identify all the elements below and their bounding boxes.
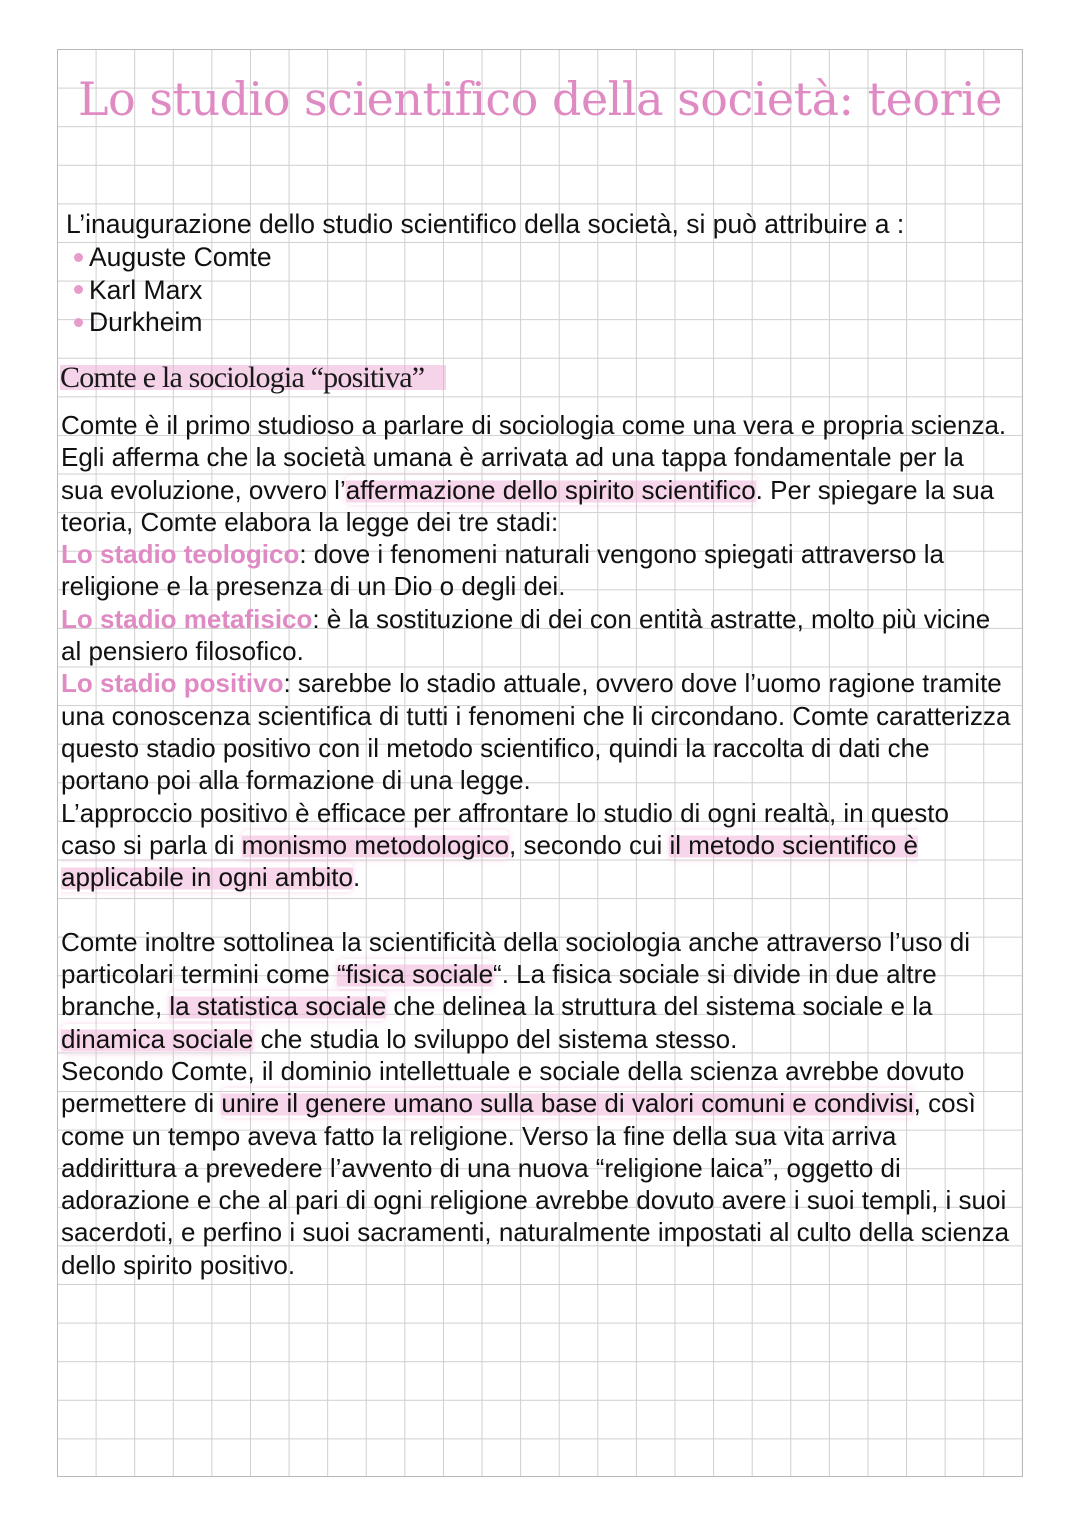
text-run: che studia lo sviluppo del sistema stesso. (253, 1023, 738, 1054)
text-run: . Per spiegare la sua teoria, Comte elabora la legge dei tre stadi: (61, 474, 995, 537)
text-run: L’approccio positivo è efficace per affrontare lo studio di ogni realtà, in questo caso si parla di (61, 797, 949, 860)
text-run: Comte è il primo studioso a parlare di sociologia come una vera e propria scienza. Egli afferma che la società umana è arrivata ad una tappa fondamentale per la sua evoluzione, ovvero l’ (61, 410, 1007, 505)
paragraph-social-physics (61, 926, 1011, 1055)
highlight: “fisica sociale (336, 959, 494, 990)
list-item (70, 274, 272, 307)
text-run: Comte inoltre sottolinea la scientificità della sociologia anche attraverso l’uso di particolari termini come (61, 926, 971, 990)
stage-name: Lo stadio metafisico (61, 603, 313, 634)
author-name: Karl Marx (89, 274, 203, 305)
paragraph-intro (61, 409, 1011, 538)
text-run: che delinea la struttura del sistema sociale e la (386, 991, 933, 1022)
intro-text: L’inaugurazione dello studio scientifico della società, si può attribuire a : (66, 209, 905, 239)
stage-description: : dove i fenomeni naturali vengono spiegati attraverso la religione e la presenza di un Dio o degli dei. (61, 539, 944, 602)
author-name: Durkheim (89, 307, 203, 337)
list-item (70, 241, 272, 274)
bullet-icon (74, 285, 83, 294)
text-run: . (352, 862, 361, 893)
list-item (70, 306, 272, 339)
highlight: la statistica sociale (169, 991, 387, 1022)
stage-description: : è la sostituzione di dei con entità astratte, molto più vicine al pensiero filosofico. (61, 603, 991, 667)
stage-description: : sarebbe lo stadio attuale, ovvero dove l’uomo ragione tramite una conoscenza scientifica di tutti i fenomeni che li circondano. Comte caratterizza questo stadio positivo con il metodo scientifico, quindi la raccolta di dati che portano poi alla formazione di una legge. (61, 668, 1011, 796)
highlight: il metodo scientifico è applicabile in ogni ambito (61, 829, 919, 893)
stage-name: Lo stadio teologico (61, 539, 300, 570)
highlight: dinamica sociale (61, 1023, 254, 1054)
highlight: monismo metodologico (241, 829, 510, 860)
stage-theological (61, 538, 1011, 603)
paragraph-lay-religion (61, 1055, 1011, 1281)
stage-positive (61, 667, 1011, 796)
text-run: “. La fisica sociale si divide in due altre branche, (61, 959, 937, 1022)
text-run: , così come un tempo aveva fatto la religione. Verso la fine della sua vita arriva addirittura a prevedere l’avvento di una nuova “religione laica”, oggetto di adorazione e che al pari di ogni religione avrebbe dovuto avere i suoi templi, i suoi sacerdoti, e perfino i suoi sacramenti, naturalmente impostati al culto della scienza dello spirito positivo. (61, 1088, 1010, 1280)
authors-list (70, 241, 272, 339)
paragraph-gap (61, 893, 1011, 925)
body-text (61, 409, 1011, 1281)
highlight: affermazione dello spirito scientifico (345, 474, 756, 505)
author-name: Auguste Comte (89, 242, 272, 272)
bullet-icon (74, 253, 83, 262)
bullet-icon (74, 318, 83, 327)
page-title: Lo studio scientifico della società: teorie (78, 72, 1002, 126)
stage-name: Lo stadio positivo (61, 668, 284, 699)
text-run: , secondo cui (509, 829, 670, 860)
section-heading (60, 361, 446, 395)
text-run: Secondo Comte, il dominio intellettuale e sociale della scienza avrebbe dovuto permettere di (61, 1055, 965, 1119)
paragraph-monism (61, 797, 1011, 894)
highlight: unire il genere umano sulla base di valori comuni e condivisi (221, 1088, 914, 1119)
section-heading-text: Comte e la sociologia “positiva” (60, 361, 446, 394)
stage-metaphysical (61, 603, 1011, 668)
